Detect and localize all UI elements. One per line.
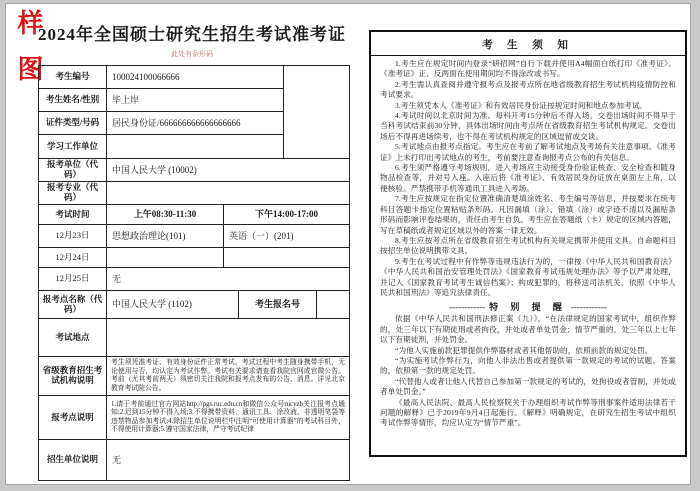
notice-item-9: 9.考生在考试过程中有作弊等违规违法行为的，一律按《中华人民共和国教育法》《中华人民共和国治安管理处罚法》《国家教育考试违规处理办法》等予以严肃处理，并记入《国家教育考试考生诚信档案》；构成犯罪的，将移送司法机关，依照《中华人民共和国刑法》等追究法律责任。 xyxy=(380,256,676,297)
row-name-gender xyxy=(39,89,283,112)
exam-location-label: 考试地点 xyxy=(39,319,107,356)
provincial-note-text: 考生须凭准考证、有效身份证件正常考试。考试过程中考生随身携带手机，无论使用与否，均认定为考试作弊。考试有关要求请查看我院官网或官微公告。考前（尤其考前两天）须密切关注我院和报考点发布的公告、消息。详见北京教育考试院公告。 xyxy=(111,359,345,392)
reminder-para-5: 《最高人民法院、最高人民检察院关于办理组织考试作弊等刑事案件适用法律若干问题的解释》已于2019年9月4日起施行。《解释》明确规定，在研究生招生考试中组织考试作弊等情形，均应认定为“情节严重”。 xyxy=(380,397,676,428)
reminder-para-1: 依据《中华人民共和国刑法修正案（九）》，“在法律规定的国家考试中，组织作弊的，处三年以下有期徒刑或者拘役，并处或者单处罚金；情节严重的，处三年以上七年以下有期徒刑，并处罚金。 xyxy=(380,314,676,345)
provincial-note-value xyxy=(107,357,349,395)
notice-item-5: 5.考试地点由报考点指定。考生应在考前了解考试地点及考场有关注意事项。《准考证》上未打印出考试地点的考生，考前要注意查询报考点公布的有关信息。 xyxy=(380,142,676,162)
row-exam-point-note xyxy=(39,396,349,440)
dec24-am-subject xyxy=(107,248,224,267)
row-applied-unit xyxy=(39,159,349,182)
notice-body xyxy=(380,59,676,429)
row-dec24 xyxy=(39,248,349,268)
row-exam-point xyxy=(39,291,349,319)
row-id-doc xyxy=(39,112,283,135)
notice-title: 考 生 须 知 xyxy=(371,36,685,56)
exam-point-value: 中国人民大学 (1102) xyxy=(107,291,239,318)
am-time-header: 上午08:30-11:30 xyxy=(107,205,224,224)
page-title: 2024年全国硕士研究生招生考试准考证 xyxy=(38,25,346,44)
dec23-date: 12月23日 xyxy=(39,225,107,247)
notice-item-4: 4.考试时间以北京时间为准。每科开考15分钟后不得入场，交卷出场时间不得早于当科考试结束前30分钟，具体出场时间由考点所在省级教育招生考试机构规定。交卷出场后不得再进场续考，也不得在考试机构规定的区域逗留或交谈。 xyxy=(380,111,676,141)
id-doc-value: 居民身份证/666666666666666666 xyxy=(112,117,241,128)
row-candidate-no xyxy=(39,66,283,89)
work-unit-value xyxy=(107,135,283,158)
reg-no-value xyxy=(317,291,349,318)
row-schedule-header xyxy=(39,205,349,225)
notice-item-3: 3.考生须凭本人《准考证》和有效居民身份证按规定时间和地点参加考试。 xyxy=(395,100,648,110)
reminder-para-4: “代替他人或者让他人代替自己参加第一款规定的考试的，处拘役或者管制，并处或者单处罚金。” xyxy=(380,376,676,397)
dec25-subject: 无 xyxy=(112,273,122,284)
reg-no-label: 考生报名号 xyxy=(239,291,317,318)
candidate-info-table xyxy=(38,65,350,481)
reminder-title-text: 特 别 提 醒 xyxy=(489,302,567,313)
exam-point-note-label: 报考点说明 xyxy=(39,396,107,439)
row-exam-location xyxy=(39,319,349,357)
identity-block xyxy=(39,66,349,159)
sample-watermark: 样图 xyxy=(14,9,43,101)
dec24-pm-subject xyxy=(224,248,349,267)
reminder-para-2: “为他人实施前款犯罪提供作弊器材或者其他帮助的，依照前款的规定处罚。 xyxy=(395,345,653,355)
name-gender-label: 考生姓名/性别 xyxy=(39,89,107,111)
applied-major-value xyxy=(107,182,349,204)
dec23-pm-subject: 英语（一）(201) xyxy=(229,230,294,241)
dec23-am-subject: 思想政治理论(101) xyxy=(107,225,224,247)
row-work-unit xyxy=(39,135,283,158)
notice-item-7: 7.考生应按规定在指定位置准确清楚填涂姓名、考生编号等信息，并按要求在统考科目答题卡指定位置粘贴条形码。凡因漏填（涂）、错填（涂）或字迹不清以及漏贴条形码而影响评卷结果的，责任由考生自负。考生应在答题纸（卡）规定的区域内答题，写在草稿纸或者规定区域以外的答案一律无效。 xyxy=(380,194,676,235)
id-doc-label: 证件类型/号码 xyxy=(39,112,107,134)
row-unit-note xyxy=(39,440,349,480)
row-dec23 xyxy=(39,225,349,248)
exam-location-value xyxy=(107,319,349,356)
photo-area xyxy=(283,66,349,158)
dec25-date: 12月25日 xyxy=(39,268,107,290)
applied-major-label: 报考专业（代码） xyxy=(39,182,107,204)
exam-time-label: 考试时间 xyxy=(39,205,107,224)
applied-unit-label: 报考单位（代码） xyxy=(39,159,107,181)
name-gender-value: 毕上岸 xyxy=(112,94,140,105)
candidate-notice-panel xyxy=(369,30,687,457)
reminder-dash-left: ------------ xyxy=(449,302,486,313)
exam-point-label: 报考点名称（代码） xyxy=(39,291,107,318)
row-applied-major xyxy=(39,182,349,205)
notice-item-6: 6.考生须严格遵守考场规则，进入考场应主动接受身份验证核查、安全检查和随身物品检查等，并对号入座。入座后将《准考证》、有效居民身份证放在桌面左上角，以便核验。严禁携带手机等通讯工具进入考场。 xyxy=(380,163,676,193)
special-reminder-title xyxy=(380,300,676,313)
row-provincial-note xyxy=(39,357,349,396)
reminder-dash-right: ------------ xyxy=(570,302,607,313)
work-unit-label: 学习工作单位 xyxy=(39,135,107,158)
exam-point-note-value xyxy=(107,396,349,439)
notice-item-2: 2.考生需认真查阅并遵守报考点及报考点所在地省级教育招生考试机构疫情防控和考试要求。 xyxy=(380,79,676,100)
pm-time-header: 下午14:00-17:00 xyxy=(255,209,318,220)
candidate-no-label: 考生编号 xyxy=(39,66,107,88)
barcode-placeholder-note: 此处有条形码 xyxy=(171,50,213,58)
dec24-date: 12月24日 xyxy=(39,248,107,267)
applied-unit-value: 中国人民大学 (10002) xyxy=(112,164,197,175)
provincial-note-label: 省级教育招生考试机构说明 xyxy=(39,357,107,395)
unit-note-value: 无 xyxy=(112,455,122,466)
reminder-para-3: “为实施考试作弊行为，向他人非法出售或者提供第一款规定的考试的试题、答案的，依照第一款的规定处罚。 xyxy=(380,355,676,376)
candidate-no-value: 100024100066666 xyxy=(112,71,180,82)
row-dec25 xyxy=(39,268,349,291)
notice-item-8: 8.考生应按考点所在省级教育招生考试机构有关规定携带并使用文具。自命题科目按招生单位说明携带文具。 xyxy=(380,235,676,256)
exam-point-note-text: 1.请于考前通过官方网站http://pgs.ruc.edu.cn和微信公众号rucyzb关注报考点通知;2.迟到15分钟不得入场;3.不得携带资料、通讯工具、涂改液、非透明笔袋等违禁物品参加考试;4.除招生单位说明栏中注明“可使用计算器”的考试科目外，不得使用计算器;5.遵守国家法律，严守考试纪律 xyxy=(111,400,345,434)
notice-item-1: 1.考生应在规定时间内登录“研招网”自行下载并使用A4幅面白纸打印《准考证》。《准考证》正、反两面在使用期间均不得涂改或书写。 xyxy=(380,59,676,79)
admit-card-page xyxy=(5,3,691,485)
unit-note-label: 招生单位说明 xyxy=(39,440,107,480)
